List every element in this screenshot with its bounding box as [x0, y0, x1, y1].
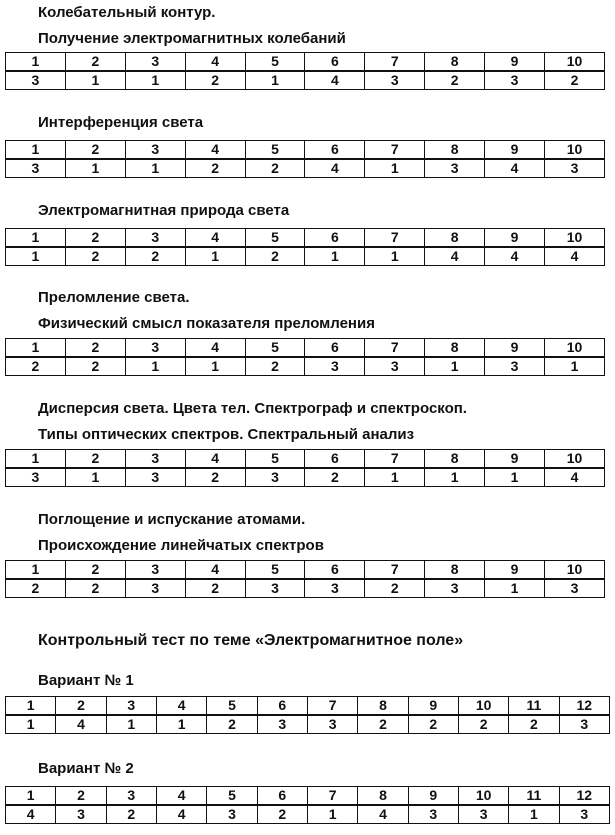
question-number-cell: 8	[425, 561, 485, 580]
question-number-cell: 4	[185, 561, 245, 580]
question-number-cell: 1	[6, 229, 66, 248]
answer-cell: 2	[257, 805, 307, 824]
table-row	[6, 357, 605, 376]
answer-cell: 2	[408, 715, 458, 734]
question-number-cell: 5	[245, 53, 305, 72]
control-test	[0, 628, 615, 654]
variant-1	[0, 668, 615, 694]
answer-cell: 1	[545, 357, 605, 376]
question-number-cell: 4	[185, 339, 245, 358]
question-number-cell: 6	[257, 787, 307, 806]
answer-table	[5, 338, 605, 376]
answer-cell: 4	[485, 247, 545, 266]
question-number-cell: 7	[365, 229, 425, 248]
answer-cell: 2	[65, 247, 125, 266]
question-number-cell: 5	[207, 697, 257, 716]
section-em-nature-of-light	[0, 198, 615, 224]
answer-cell: 4	[425, 247, 485, 266]
variant-label: Вариант № 1	[38, 672, 134, 689]
answer-cell: 3	[545, 579, 605, 598]
question-number-cell: 9	[485, 141, 545, 160]
question-number-cell: 4	[185, 53, 245, 72]
question-number-cell: 9	[408, 787, 458, 806]
answer-cell: 2	[106, 805, 156, 824]
section-oscillating-circuit	[0, 0, 615, 52]
answer-cell: 3	[365, 357, 425, 376]
answer-cell: 2	[65, 579, 125, 598]
question-number-cell: 10	[545, 53, 605, 72]
answer-cell: 3	[207, 805, 257, 824]
table-header-row	[6, 697, 610, 716]
answer-cell: 3	[425, 579, 485, 598]
answer-cell: 4	[545, 468, 605, 487]
table-row	[6, 159, 605, 178]
question-number-cell: 2	[65, 339, 125, 358]
control-test-title: Контрольный тест по теме «Электромагнитное поле»	[38, 632, 464, 649]
answer-table	[5, 560, 605, 598]
table-row	[6, 247, 605, 266]
table-row	[6, 468, 605, 487]
question-number-cell: 1	[6, 787, 56, 806]
answer-cell: 1	[6, 715, 56, 734]
question-number-cell: 10	[545, 339, 605, 358]
answer-cell: 1	[106, 715, 156, 734]
question-number-cell: 7	[365, 561, 425, 580]
table-header-row	[6, 141, 605, 160]
answer-cell: 3	[458, 805, 508, 824]
table-row	[6, 579, 605, 598]
answer-cell: 2	[185, 468, 245, 487]
question-number-cell: 4	[156, 787, 206, 806]
section-absorption-emission	[0, 507, 615, 559]
answer-cell: 3	[305, 357, 365, 376]
answer-cell: 3	[125, 468, 185, 487]
question-number-cell: 4	[156, 697, 206, 716]
answer-cell: 4	[485, 159, 545, 178]
table-row	[6, 805, 610, 824]
question-number-cell: 12	[559, 697, 609, 716]
section-light-interference	[0, 110, 615, 136]
question-number-cell: 6	[305, 450, 365, 469]
answer-cell: 2	[545, 71, 605, 90]
answer-cell: 3	[559, 715, 609, 734]
answer-cell: 1	[185, 247, 245, 266]
question-number-cell: 1	[6, 141, 66, 160]
answer-cell: 2	[245, 159, 305, 178]
question-number-cell: 8	[425, 53, 485, 72]
question-number-cell: 3	[125, 450, 185, 469]
question-number-cell: 11	[509, 697, 559, 716]
question-number-cell: 9	[485, 561, 545, 580]
answer-cell: 3	[425, 159, 485, 178]
question-number-cell: 7	[365, 141, 425, 160]
answer-cell: 3	[545, 159, 605, 178]
table-header-row	[6, 450, 605, 469]
table-header-row	[6, 53, 605, 72]
answer-cell: 1	[305, 247, 365, 266]
question-number-cell: 4	[185, 229, 245, 248]
question-number-cell: 6	[305, 561, 365, 580]
question-number-cell: 1	[6, 339, 66, 358]
section-title: Колебательный контур.	[38, 4, 216, 21]
question-number-cell: 3	[125, 339, 185, 358]
variant-label: Вариант № 2	[38, 760, 134, 777]
question-number-cell: 6	[305, 339, 365, 358]
answer-cell: 3	[257, 715, 307, 734]
question-number-cell: 6	[305, 141, 365, 160]
answer-cell: 2	[509, 715, 559, 734]
section-title: Интерференция света	[38, 114, 204, 131]
answer-cell: 2	[6, 579, 66, 598]
question-number-cell: 1	[6, 53, 66, 72]
question-number-cell: 10	[545, 450, 605, 469]
section-dispersion	[0, 396, 615, 448]
answer-cell: 4	[358, 805, 408, 824]
answer-cell: 1	[185, 357, 245, 376]
question-number-cell: 9	[485, 450, 545, 469]
question-number-cell: 7	[365, 450, 425, 469]
answer-cell: 1	[65, 159, 125, 178]
answer-cell: 1	[125, 357, 185, 376]
answer-cell: 2	[245, 247, 305, 266]
answer-cell: 3	[559, 805, 609, 824]
question-number-cell: 8	[425, 229, 485, 248]
answer-cell: 4	[305, 71, 365, 90]
answer-cell: 2	[458, 715, 508, 734]
answer-cell: 1	[485, 468, 545, 487]
question-number-cell: 8	[358, 697, 408, 716]
question-number-cell: 10	[458, 787, 508, 806]
question-number-cell: 2	[65, 141, 125, 160]
answer-cell: 4	[305, 159, 365, 178]
question-number-cell: 6	[305, 229, 365, 248]
question-number-cell: 5	[245, 339, 305, 358]
answer-table	[5, 786, 610, 824]
question-number-cell: 8	[358, 787, 408, 806]
answer-cell: 1	[156, 715, 206, 734]
question-number-cell: 5	[245, 141, 305, 160]
section-title: Электромагнитная природа света	[38, 202, 290, 219]
answer-cell: 3	[245, 468, 305, 487]
answer-cell: 1	[425, 468, 485, 487]
question-number-cell: 10	[545, 229, 605, 248]
table-row	[6, 715, 610, 734]
question-number-cell: 7	[365, 53, 425, 72]
answer-cell: 1	[245, 71, 305, 90]
question-number-cell: 5	[245, 229, 305, 248]
answer-cell: 4	[56, 715, 106, 734]
answer-cell: 2	[65, 357, 125, 376]
table-header-row	[6, 561, 605, 580]
answer-cell: 4	[6, 805, 56, 824]
question-number-cell: 3	[106, 787, 156, 806]
answer-cell: 3	[125, 579, 185, 598]
answer-cell: 3	[485, 71, 545, 90]
question-number-cell: 3	[125, 53, 185, 72]
question-number-cell: 5	[207, 787, 257, 806]
section-refraction	[0, 285, 615, 337]
answer-cell: 2	[125, 247, 185, 266]
table-row	[6, 71, 605, 90]
section-subtitle: Происхождение линейчатых спектров	[38, 537, 324, 554]
table-header-row	[6, 339, 605, 358]
answer-cell: 2	[185, 159, 245, 178]
question-number-cell: 3	[125, 561, 185, 580]
question-number-cell: 7	[307, 787, 357, 806]
section-subtitle: Типы оптических спектров. Спектральный анализ	[38, 426, 415, 443]
answer-cell: 3	[56, 805, 106, 824]
answer-cell: 2	[245, 357, 305, 376]
answer-cell: 3	[6, 71, 66, 90]
question-number-cell: 3	[125, 229, 185, 248]
question-number-cell: 2	[65, 53, 125, 72]
answer-cell: 4	[545, 247, 605, 266]
answer-cell: 3	[307, 715, 357, 734]
answer-table	[5, 52, 605, 90]
answer-cell: 1	[509, 805, 559, 824]
answer-cell: 1	[6, 247, 66, 266]
answer-cell: 1	[485, 579, 545, 598]
question-number-cell: 8	[425, 141, 485, 160]
question-number-cell: 2	[56, 697, 106, 716]
question-number-cell: 9	[485, 53, 545, 72]
question-number-cell: 4	[185, 450, 245, 469]
answer-cell: 4	[156, 805, 206, 824]
question-number-cell: 3	[106, 697, 156, 716]
section-subtitle: Физический смысл показателя преломления	[38, 315, 375, 332]
question-number-cell: 7	[365, 339, 425, 358]
answer-cell: 1	[65, 468, 125, 487]
answer-cell: 3	[365, 71, 425, 90]
answer-cell: 3	[305, 579, 365, 598]
question-number-cell: 10	[545, 561, 605, 580]
question-number-cell: 7	[307, 697, 357, 716]
section-subtitle: Получение электромагнитных колебаний	[38, 30, 346, 47]
answer-cell: 2	[358, 715, 408, 734]
question-number-cell: 6	[257, 697, 307, 716]
question-number-cell: 10	[545, 141, 605, 160]
answer-cell: 3	[408, 805, 458, 824]
answer-cell: 1	[125, 71, 185, 90]
answer-table	[5, 140, 605, 178]
question-number-cell: 3	[125, 141, 185, 160]
question-number-cell: 1	[6, 561, 66, 580]
question-number-cell: 9	[485, 339, 545, 358]
answer-cell: 2	[185, 71, 245, 90]
answer-cell: 2	[425, 71, 485, 90]
answer-table	[5, 449, 605, 487]
answer-cell: 1	[65, 71, 125, 90]
answer-cell: 3	[485, 357, 545, 376]
section-title: Дисперсия света. Цвета тел. Спектрограф и спектроскоп.	[38, 400, 467, 417]
answer-cell: 2	[185, 579, 245, 598]
answer-cell: 2	[6, 357, 66, 376]
question-number-cell: 4	[185, 141, 245, 160]
answer-cell: 1	[425, 357, 485, 376]
answer-cell: 2	[305, 468, 365, 487]
question-number-cell: 12	[559, 787, 609, 806]
question-number-cell: 5	[245, 450, 305, 469]
question-number-cell: 9	[485, 229, 545, 248]
question-number-cell: 2	[56, 787, 106, 806]
answer-cell: 1	[365, 468, 425, 487]
section-title: Преломление света.	[38, 289, 190, 306]
answer-table	[5, 228, 605, 266]
answer-cell: 3	[6, 468, 66, 487]
question-number-cell: 11	[509, 787, 559, 806]
question-number-cell: 1	[6, 450, 66, 469]
answer-cell: 2	[207, 715, 257, 734]
question-number-cell: 2	[65, 229, 125, 248]
variant-2	[0, 756, 615, 782]
question-number-cell: 2	[65, 450, 125, 469]
question-number-cell: 9	[408, 697, 458, 716]
question-number-cell: 10	[458, 697, 508, 716]
answer-cell: 1	[365, 159, 425, 178]
table-header-row	[6, 787, 610, 806]
answer-cell: 3	[245, 579, 305, 598]
answer-cell: 2	[365, 579, 425, 598]
answer-cell: 3	[6, 159, 66, 178]
question-number-cell: 5	[245, 561, 305, 580]
answer-table	[5, 696, 610, 734]
section-title: Поглощение и испускание атомами.	[38, 511, 306, 528]
table-header-row	[6, 229, 605, 248]
question-number-cell: 2	[65, 561, 125, 580]
question-number-cell: 8	[425, 339, 485, 358]
question-number-cell: 6	[305, 53, 365, 72]
answer-cell: 1	[125, 159, 185, 178]
question-number-cell: 1	[6, 697, 56, 716]
answer-cell: 1	[307, 805, 357, 824]
answer-cell: 1	[365, 247, 425, 266]
question-number-cell: 8	[425, 450, 485, 469]
